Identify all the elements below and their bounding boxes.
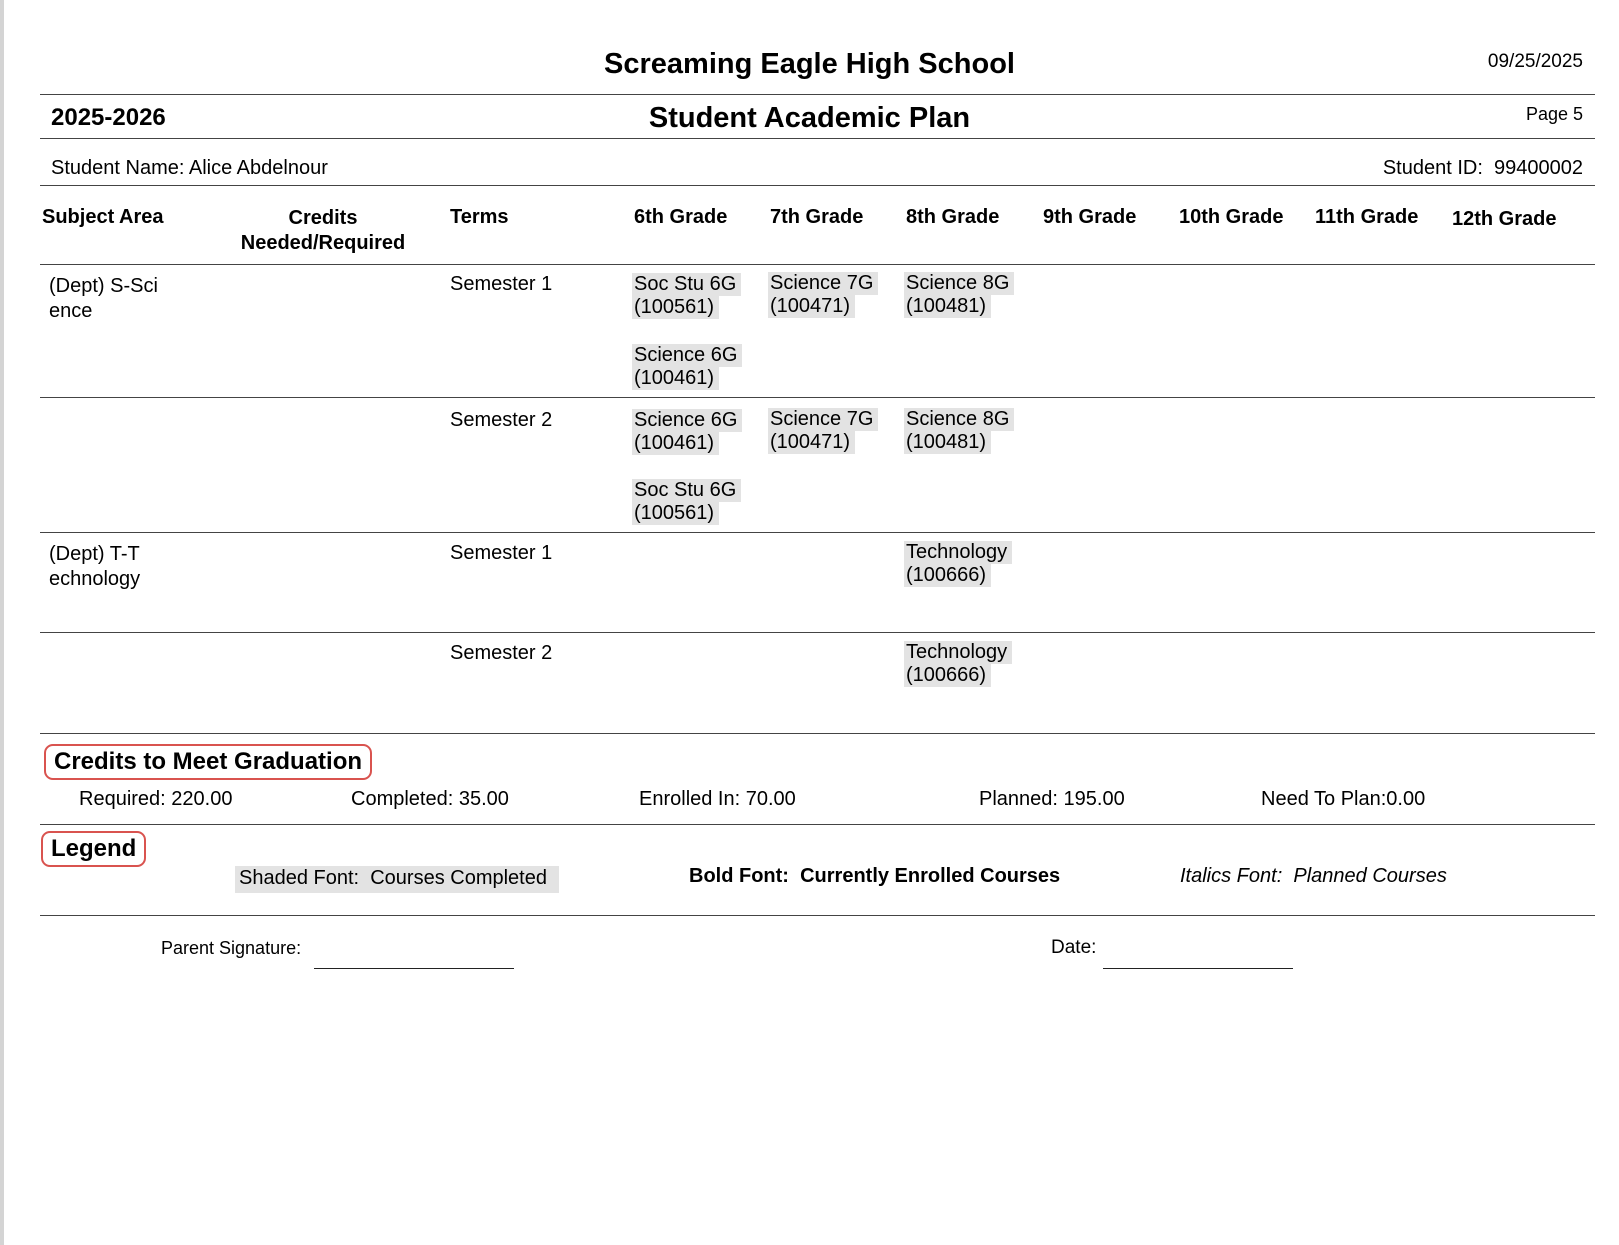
term-label: Semester 1 <box>450 542 553 564</box>
legend-shaded <box>235 866 559 893</box>
school-name: Screaming Eagle High School <box>604 48 1015 80</box>
divider <box>40 532 1595 533</box>
course-name: Science 8G <box>904 408 1014 431</box>
divider <box>40 264 1595 265</box>
course-cell <box>768 408 878 454</box>
credits-enrolled-label: Enrolled In: <box>639 788 741 810</box>
credits-planned <box>979 788 1125 811</box>
course-code: (100666) <box>904 564 991 587</box>
report-date: 09/25/2025 <box>1487 51 1583 72</box>
course-cell <box>904 541 1012 587</box>
course-name: Science 7G <box>768 408 878 431</box>
parent-signature-label: Parent Signature: <box>161 938 302 958</box>
date-label: Date: <box>1051 937 1097 958</box>
course-code: (100461) <box>632 432 719 455</box>
page-left-edge <box>0 0 4 1245</box>
legend-bold <box>689 865 1060 888</box>
course-cell <box>632 479 741 525</box>
col-header-credits-line2: Needed/Required <box>240 232 406 254</box>
course-code: (100461) <box>632 367 719 390</box>
course-cell <box>632 344 742 390</box>
subject-area-science: (Dept) S-Science <box>49 275 158 322</box>
divider <box>40 94 1595 95</box>
term-label: Semester 2 <box>450 409 553 431</box>
credits-need-to-plan <box>1261 788 1425 811</box>
credits-need-value: 0.00 <box>1386 788 1426 810</box>
credits-planned-value: 195.00 <box>1063 788 1125 810</box>
course-name: Science 7G <box>768 272 878 295</box>
term-label: Semester 1 <box>450 273 553 295</box>
divider <box>40 632 1595 633</box>
col-header-credits-line1: Credits <box>288 207 358 229</box>
student-name-label: Student Name: <box>51 157 185 179</box>
col-header-grade-10: 10th Grade <box>1179 206 1284 228</box>
course-code: (100561) <box>632 296 719 319</box>
legend-shaded-label: Shaded Font: <box>239 867 360 889</box>
course-name: Science 8G <box>904 272 1014 295</box>
parent-signature-line[interactable] <box>314 968 514 969</box>
divider <box>40 397 1595 398</box>
page-number: Page 5 <box>1525 104 1583 124</box>
divider <box>40 138 1595 139</box>
col-header-subject-area: Subject Area <box>42 206 164 228</box>
student-id-label: Student ID: <box>1382 157 1483 179</box>
course-code: (100561) <box>632 502 719 525</box>
course-cell <box>904 272 1014 318</box>
col-header-grade-11: 11th Grade <box>1315 206 1419 228</box>
course-code: (100471) <box>768 431 855 454</box>
legend-bold-label: Bold Font: <box>689 865 789 887</box>
course-code: (100481) <box>904 431 991 454</box>
course-code: (100481) <box>904 295 991 318</box>
term-label: Semester 2 <box>450 642 553 664</box>
page-title: Student Academic Plan <box>648 102 971 134</box>
col-header-terms: Terms <box>450 206 509 228</box>
subject-area-technology: (Dept) T-Technology <box>49 543 141 590</box>
course-cell <box>632 273 741 319</box>
course-code: (100471) <box>768 295 855 318</box>
course-name: Soc Stu 6G <box>632 479 741 502</box>
date-line[interactable] <box>1103 968 1293 969</box>
legend-italic-label: Italics Font: <box>1180 865 1283 887</box>
divider <box>40 824 1595 825</box>
divider <box>40 733 1595 734</box>
legend-bold-text: Currently Enrolled Courses <box>800 865 1061 887</box>
divider <box>40 185 1595 186</box>
col-header-grade-6: 6th Grade <box>634 206 728 228</box>
credits-planned-label: Planned: <box>979 788 1058 810</box>
school-year: 2025-2026 <box>51 104 166 131</box>
course-name: Science 6G <box>632 344 742 367</box>
student-name <box>51 157 328 180</box>
student-id <box>1383 157 1583 180</box>
course-name: Technology <box>904 641 1012 664</box>
credits-enrolled-value: 70.00 <box>745 788 796 810</box>
student-id-value: 99400002 <box>1494 157 1583 179</box>
credits-required <box>79 788 232 811</box>
credits-enrolled <box>639 788 796 811</box>
col-header-grade-9: 9th Grade <box>1043 206 1137 228</box>
credits-completed <box>351 788 509 811</box>
legend-title: Legend <box>41 831 146 867</box>
credits-section-title: Credits to Meet Graduation <box>44 744 372 780</box>
legend-italic-text: Planned Courses <box>1293 865 1447 887</box>
col-header-grade-12: 12th Grade <box>1452 208 1557 230</box>
course-name: Science 6G <box>632 409 742 432</box>
course-cell <box>904 408 1014 454</box>
student-name-value: Alice Abdelnour <box>188 157 328 179</box>
legend-shaded-text: Courses Completed <box>370 867 547 889</box>
credits-completed-value: 35.00 <box>458 788 509 810</box>
course-cell <box>768 272 878 318</box>
credits-completed-label: Completed: <box>351 788 454 810</box>
course-cell <box>904 641 1012 687</box>
legend-italic <box>1180 865 1447 888</box>
credits-need-label: Need To Plan: <box>1261 788 1387 810</box>
credits-required-value: 220.00 <box>171 788 233 810</box>
course-name: Soc Stu 6G <box>632 273 741 296</box>
col-header-grade-7: 7th Grade <box>770 206 864 228</box>
credits-required-label: Required: <box>79 788 166 810</box>
col-header-credits <box>230 206 416 256</box>
course-cell <box>632 409 742 455</box>
divider <box>40 915 1595 916</box>
course-name: Technology <box>904 541 1012 564</box>
col-header-grade-8: 8th Grade <box>906 206 1000 228</box>
course-code: (100666) <box>904 664 991 687</box>
